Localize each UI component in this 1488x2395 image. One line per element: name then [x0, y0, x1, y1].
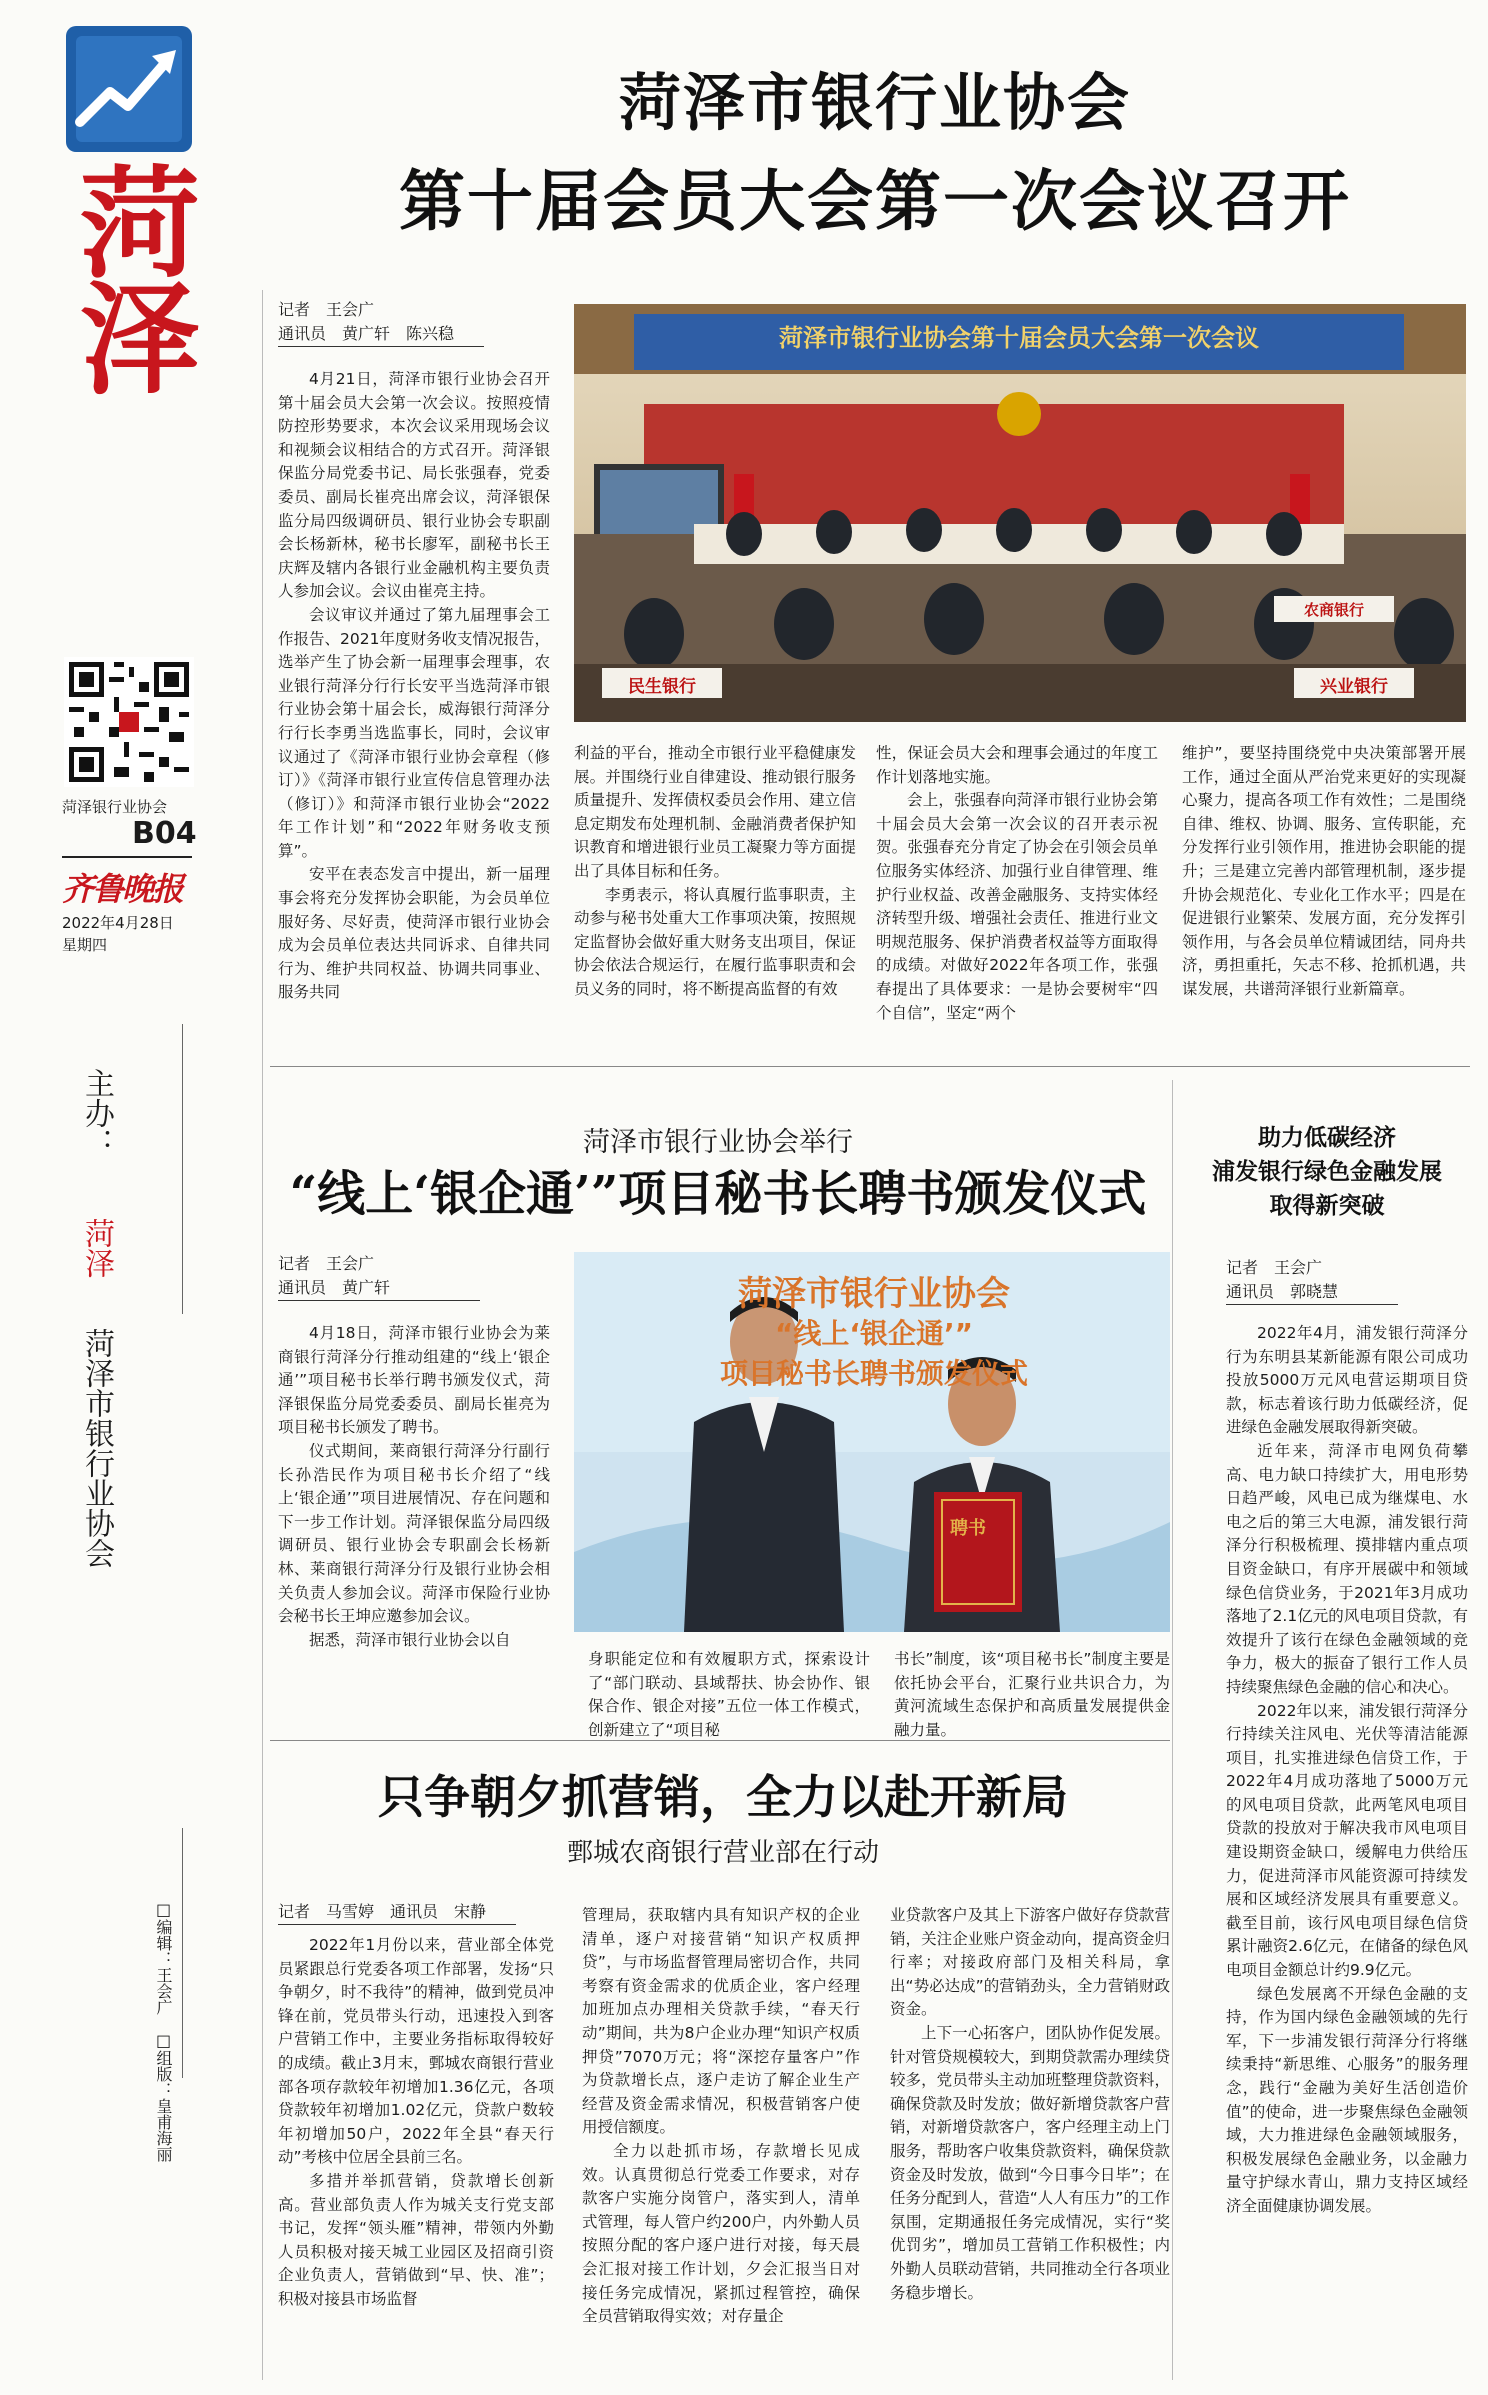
- article2-photo: [574, 1252, 1170, 1632]
- article2-column-3: 书长”制度，该“项目秘书长”制度主要是依托协会平台，汇聚行业共识合力，为黄河流域生态保护和高质量发展提供金融力量。: [894, 1650, 1170, 1739]
- association-label: 菏泽银行业协会: [62, 798, 168, 816]
- article2-column-1: 4月18日，菏泽市银行业协会为莱商银行菏泽分行推动组建的“线上‘银企通’”项目秘书长举行聘书颁发仪式，菏泽银保监分局党委委员、副局长崔亮为项目秘书长颁发了聘书。 仪式期间，莱商银行菏泽分行副行长孙浩民作为项目秘书长介绍了“线上‘银企通’”项目进展情况、存在问题和下一步工作计划。菏泽银保监分局四级调研员、银行业协会专职副会长杨新林、莱商银行菏泽分行及银行业协会相关负责人参加会议。菏泽市保险行业协会秘书长王坤应邀参加会议。 据悉，菏泽市银行业协会以自: [278, 1324, 550, 1649]
- article1-photo: [574, 304, 1466, 722]
- section-rule-1: [270, 1066, 1470, 1067]
- sidebar-rule: [62, 856, 192, 858]
- article4-byline: [278, 1900, 578, 1925]
- photo-line-2: “线上‘银企通’”: [774, 1317, 974, 1350]
- seat-card: 农商银行: [1303, 601, 1364, 619]
- page-number: B04: [132, 816, 197, 851]
- article4-column-2: 管理局，获取辖内具有知识产权的企业清单，逐户对接营销“知识产权质押贷”，与市场监督管理局密切合作，共同考察有资金需求的优质企业，客户经理加班加点办理相关贷款手续，“春天行动”期间，共为8户企业办理“知识产权质押贷”7070万元；将“深挖存量客户”作为贷款增长点，逐户走访了解企业生产经营及资金需求情况，积极营销客户使用授信额度。 全力以赴抓市场，存款增长见成效。认真贯彻总行党委工作要求，对存款客户实施分岗管户，落实到人，清单式管理，每人管户约200户，内外勤人员按照分配的客户逐户进行对接，每天晨会汇报对接工作计划，夕会汇报当日对接任务完成情况，紧抓过程管控，确保全员营销取得实效；对存量企: [582, 1906, 860, 2326]
- article4-column-3: 业贷款客户及其上下游客户做好存贷款营销，关注企业账户资金动向，提高资金归行率；对接政府部门及相关科局，拿出“势必达成”的营销劲头，全力营销财政资金。 上下一心拓客户，团队协作促发展。针对管贷规模较大，到期贷款需办理续贷较多，党员带头主动加班整理贷款资料，确保贷款及时发放；做好新增贷款客户营销，对新增贷款客户，客户经理主动上门服务，帮助客户收集贷款资料，确保贷款资金及时发放，做到“今日事今日毕”；在任务分配到人，营造“人人有压力”的工作氛围，定期通报任务完成情况，实行“奖优罚劣”，增加员工营销工作积极性；内外勤人员联动营销，共同推动全行各项业务稳步增长。: [890, 1906, 1170, 2302]
- article1-title-line2: 第十届会员大会第一次会议召开: [399, 162, 1351, 240]
- article2-title: “线上‘银企通’”项目秘书长聘书颁发仪式: [289, 1166, 1147, 1222]
- city-masthead: 菏泽: [60, 160, 201, 392]
- article2-kicker: 菏泽市银行业协会举行: [583, 1127, 853, 1158]
- article1-reporter: 记者 王会广: [278, 300, 375, 319]
- sidebar-vertical-rule: [182, 1024, 183, 1314]
- article3-reporter: 记者 王会广: [1226, 1258, 1323, 1277]
- article4-byline-text: 记者 马雪婷 通讯员 宋静: [278, 1900, 516, 1925]
- article2-correspondent: 通讯员 黄广轩: [278, 1276, 480, 1301]
- article2-column-2: 身职能定位和有效履职方式，探索设计了“部门联动、县域帮扶、协会协作、银保合作、银企对接”五位一体工作模式，创新建立了“项目秘: [588, 1650, 870, 1739]
- photo-line-1: 菏泽市银行业协会: [738, 1274, 1010, 1314]
- seat-card: 兴业银行: [1320, 677, 1388, 697]
- certificate-label: 聘书: [950, 1518, 986, 1539]
- article4-title: 只争朝夕抓营销，全力以赴开新局: [378, 1770, 1068, 1824]
- editor-credit: □编辑：王会广 □组版：皇甫海丽: [154, 1900, 173, 2162]
- article1-column-4: 维护”，要坚持围绕党中央决策部署开展工作，通过全面从严治党来更好的实现凝心聚力，提高各项工作有效性；二是围绕自律、维权、协调、服务、宣传职能，充分发挥行业引领作用，推进协会职能的提升；三是建立完善内部管理机制，逐步提升协会规范化、专业化工作水平；四是在促进银行业繁荣、发展方面，充分发挥引领作用，与各会员单位精诚团结，同舟共济，勇担重托，矢志不移、抢抓机遇，共谋发展，共谱菏泽银行业新篇章。: [1182, 744, 1466, 998]
- host-org: 菏泽市银行业协会: [79, 1328, 114, 1568]
- editor-rule: [182, 1828, 183, 2078]
- issue-date: 2022年4月28日: [62, 914, 174, 932]
- seat-card: 民生银行: [628, 677, 696, 697]
- host-city: 菏泽: [79, 1218, 114, 1278]
- article1-correspondent: 通讯员 黄广轩 陈兴稳: [278, 322, 484, 347]
- article4-column-1: 2022年1月份以来，营业部全体党员紧跟总行党委各项工作部署，发扬“只争朝夕，时不我待”的精神，做到党员冲锋在前，党员带头行动，迅速投入到客户营销工作中，主要业务指标取得较好的成绩。截止3月末，鄄城农商银行营业部各项存款较年初增加1.36亿元，各项贷款较年初增加1.02亿元，贷款户数较年初增加50户，2022年全县“春天行动”考核中位居全县前三名。 多措并举抓营销，贷款增长创新高。营业部负责人作为城关支行党支部书记，发挥“领头雁”精神，带领内外勤人员积极对接天城工业园区及招商引资企业负责人，营销做到“早、快、准”；积极对接县市场监督: [278, 1936, 554, 2308]
- article3-byline: [1226, 1256, 1466, 1305]
- article1-title-line1: 菏泽市银行业协会: [618, 66, 1131, 139]
- photo-banner-text: 菏泽市银行业协会第十届会员大会第一次会议: [779, 324, 1259, 352]
- article3-title-line3: 取得新突破: [1269, 1192, 1385, 1219]
- article4-subtitle: 鄄城农商银行营业部在行动: [566, 1838, 879, 1868]
- article1-column-3: 性，保证会员大会和理事会通过的年度工作计划落地实施。 会上，张强春向菏泽市银行业协会第十届会员大会第一次会议的召开表示祝贺。张强春充分肯定了协会在引领会员单位服务实体经济、加强行业自律管理、维护行业权益、改善金融服务、支持实体经济转型升级、增强社会责任、推进行业文明规范服务、保护消费者权益等方面取得的成绩。对做好2022年各项工作，张强春提出了具体要求：一是协会要树牢“四个自信”，坚定“两个: [876, 744, 1158, 1022]
- article1-column-1: 4月21日，菏泽市银行业协会召开第十届会员大会第一次会议。按照疫情防控形势要求，本次会议采用现场会议和视频会议相结合的方式召开。菏泽银保监分局党委书记、局长张强春，党委委员、副局长崔亮出席会议，菏泽银保监分局四级调研员、银行业协会专职副会长杨新林，秘书长廖军，副秘书长王庆辉及辖内各银行业金融机构主要负责人参加会议。会议由崔亮主持。 会议审议并通过了第九届理事会工作报告、2021年度财务收支情况报告，选举产生了协会新一届理事会理事，农业银行菏泽分行行长安平当选菏泽市银行业协会第十届会长，威海银行菏泽分行行长李勇当选监事长，同时，会议审议通过了《菏泽市银行业协会章程（修订）》《菏泽市银行业宣传信息管理办法（修订）》和菏泽市银行业协会“2022年工作计划”和“2022年财务收支预算”。 安平在表态发言中提出，新一届理事会将充分发挥协会职能，为会员单位服好务、尽好责，使菏泽市银行业协会成为会员单位表达共同诉求、自律共同行为、维护共同权益、协调共同事业、服务共同: [278, 370, 550, 1002]
- article2-byline: [278, 1252, 548, 1301]
- article1-column-2: 利益的平台，推动全市银行业平稳健康发展。并围绕行业自律建设、推动银行服务质量提升、发挥债权委员会作用、建立信息定期发布处理机制、金融消费者保护知识教育和增进银行业员工凝聚力等方面提出了具体目标和任务。 李勇表示，将认真履行监事职责，主动参与秘书处重大工作事项决策，按照规定监督协会做好重大财务支出项目，保证协会依法合规运行，在履行监事职责和会员义务的同时，将不断提高监督的有效: [574, 744, 856, 998]
- article3-title-line1: 助力低碳经济: [1258, 1124, 1396, 1151]
- left-column-divider: [262, 290, 263, 2380]
- article3-correspondent: 通讯员 郭晓慧: [1226, 1280, 1398, 1305]
- article1-byline: [278, 298, 548, 347]
- article3-column: 2022年4月，浦发银行菏泽分行为东明县某新能源有限公司成功投放5000万元风电营运期项目贷款，标志着该行助力低碳经济，促进绿色金融发展取得新突破。 近年来，菏泽市电网负荷攀高、电力缺口持续扩大，用电形势日趋严峻，风电已成为继煤电、水电之后的第三大电源，浦发银行菏泽分行积极梳理、摸排辖内重点项目资金缺口，有序开展碳中和领域绿色信贷业务，于2021年3月成功落地了2.1亿元的风电项目贷款，有效提升了该行在绿色金融领域的竞争力，极大的振奋了银行工作人员持续聚焦绿色金融的信心和决心。 2022年以来，浦发银行菏泽分行持续关注风电、光伏等清洁能源项目，扎实推进绿色信贷工作，于2022年4月成功落地了5000万元的风电项目贷款，此两笔风电项目贷款的投放对于解决我市风电项目建设期资金缺口，缓解电力供给压力，促进菏泽市风能资源可持续发展和区域经济发展具有重要意义。截至目前，该行风电项目绿色信贷累计融资2.6亿元，在储备的绿色风电项目金额总计约9.9亿元。 绿色发展离不开绿色金融的支持，作为国内绿色金融领域的先行军，下一步浦发银行菏泽分行将继续秉持“新思维、心服务”的服务理念，践行“金融为美好生活创造价值”的使命，进一步聚焦绿色金融领域，大力推进绿色金融领域服务，积极发展绿色金融业务，以金融力量守护绿水青山，鼎力支持区域经济全面健康协调发展。: [1226, 1324, 1468, 2215]
- paper-name: 齐鲁晚报: [62, 870, 183, 908]
- article3-title-line2: 浦发银行绿色金融发展: [1212, 1158, 1442, 1185]
- qr-code: [64, 657, 194, 787]
- article2-column-divider: [1172, 1080, 1173, 2380]
- photo-line-3: 项目秘书长聘书颁发仪式: [719, 1357, 1028, 1390]
- article2-reporter: 记者 王会广: [278, 1254, 375, 1273]
- host-label: 主办：: [79, 1068, 114, 1158]
- issue-weekday: 星期四: [62, 936, 108, 954]
- logo-icon: [66, 26, 192, 152]
- section-rule-2: [270, 1740, 1170, 1741]
